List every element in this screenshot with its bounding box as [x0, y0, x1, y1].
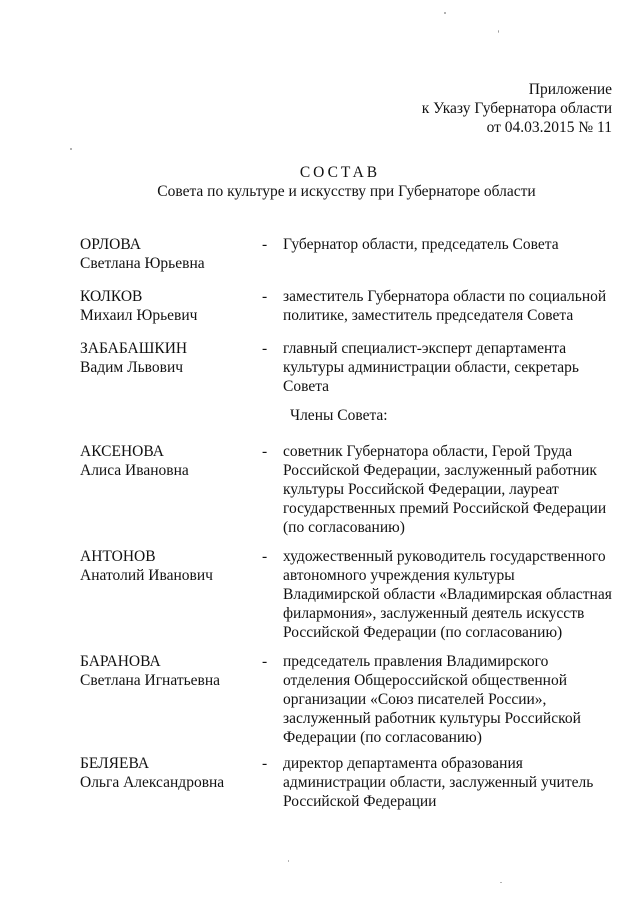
- document-subtitle: Совета по культуре и искусству при Губернаторе области: [157, 183, 536, 200]
- annex-line-3: от 04.03.2015 № 11: [486, 119, 612, 136]
- annex-line-2: к Указу Губернатора области: [421, 100, 612, 117]
- given-name: Анатолий Иванович: [80, 567, 213, 584]
- person-name: [80, 652, 260, 690]
- member-role: заместитель Губернатора области по социальной политике, заместитель председателя Совета: [283, 288, 607, 324]
- person-name: [80, 235, 260, 273]
- given-name: Светлана Юрьевна: [80, 255, 205, 272]
- dash-separator: -: [262, 340, 268, 357]
- person-name: [80, 442, 260, 480]
- person-name: [80, 339, 260, 377]
- dash-separator: -: [262, 443, 268, 460]
- dash-separator: -: [262, 236, 268, 253]
- dash-separator: -: [262, 653, 268, 670]
- scan-speck: [70, 148, 72, 150]
- member-role: председатель правления Владимирского отделения Общероссийской общественной организации «Союз писателей России», заслуженный работник культуры Российской Федерации (по согласованию): [283, 653, 581, 746]
- scan-speck: [500, 882, 502, 883]
- member-role: советник Губернатора области, Герой Труда Российской Федерации, заслуженный работник культуры Российской Федерации, лауреат государственных премий Российской Федерации (по согласованию): [283, 443, 607, 536]
- surname: ЗАБАБАШКИН: [80, 340, 188, 357]
- given-name: Светлана Игнатьевна: [80, 672, 221, 689]
- person-name: [80, 754, 260, 792]
- member-role: директор департамента образования администрации области, заслуженный учитель Российской Федерации: [283, 755, 594, 810]
- document-title: СОСТАВ: [299, 164, 381, 181]
- surname: АКСЕНОВА: [80, 443, 164, 460]
- annex-line-1: Приложение: [528, 81, 612, 98]
- scan-speck: [498, 30, 499, 33]
- surname: КОЛКОВ: [80, 288, 143, 305]
- member-role: художественный руководитель государственного автономного учреждения культуры Владимирской области «Владимирская областная филармония», заслуженный деятель искусств Российской Федерации (по согласованию): [283, 548, 612, 641]
- given-name: Ольга Александровна: [80, 774, 225, 791]
- given-name: Алиса Ивановна: [80, 462, 189, 479]
- member-role: главный специалист-эксперт департамента культуры администрации области, секретарь Совета: [283, 340, 579, 395]
- dash-separator: -: [262, 548, 268, 565]
- surname: БАРАНОВА: [80, 653, 161, 670]
- person-name: [80, 547, 260, 585]
- surname: ОРЛОВА: [80, 236, 141, 253]
- members-heading: Члены Совета:: [290, 407, 388, 424]
- scan-speck: [288, 860, 289, 862]
- dash-separator: -: [262, 288, 268, 305]
- surname: БЕЛЯЕВА: [80, 755, 150, 772]
- member-role: Губернатор области, председатель Совета: [283, 236, 559, 253]
- scan-speck: [444, 12, 446, 14]
- given-name: Михаил Юрьевич: [80, 307, 198, 324]
- surname: АНТОНОВ: [80, 548, 156, 565]
- given-name: Вадим Львович: [80, 359, 184, 376]
- annex-header: [422, 80, 612, 137]
- dash-separator: -: [262, 755, 268, 772]
- person-name: [80, 287, 260, 325]
